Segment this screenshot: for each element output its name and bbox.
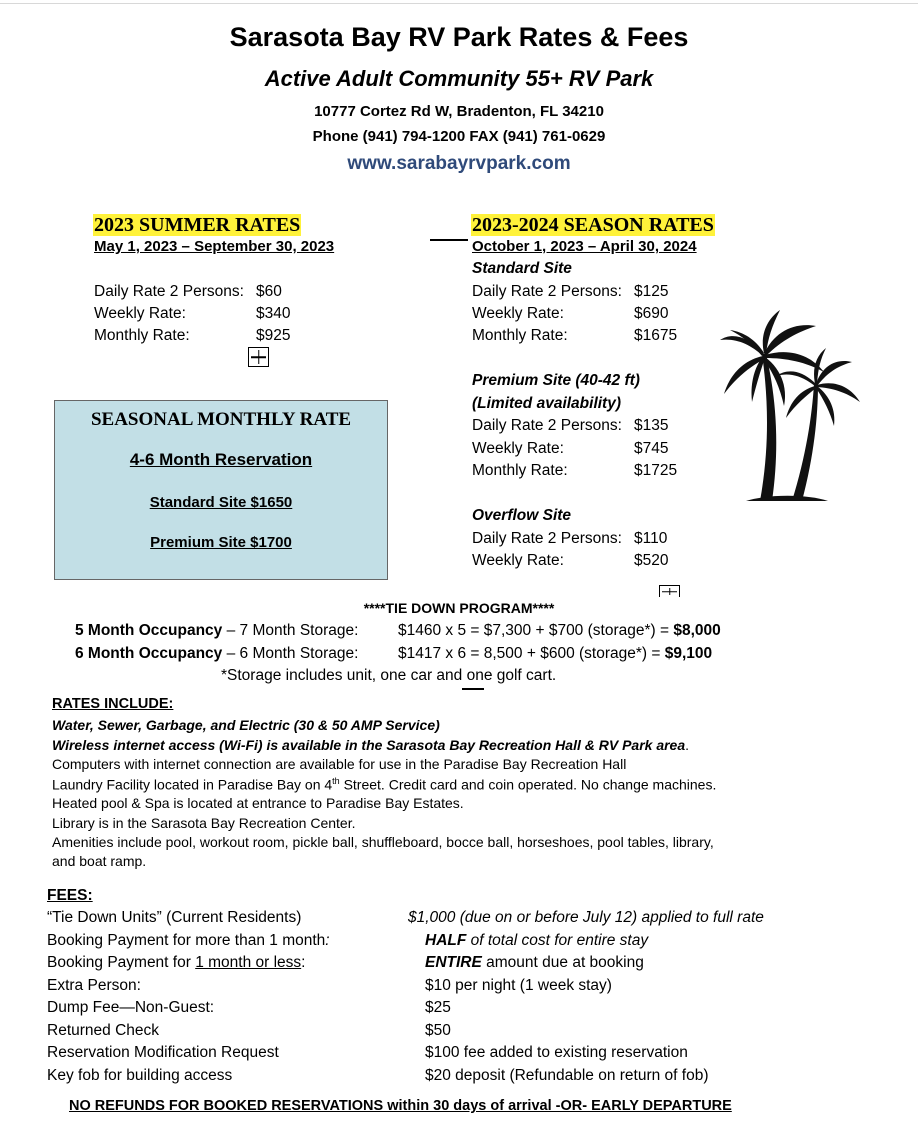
standard-daily-label: Daily Rate 2 Persons:	[472, 283, 622, 300]
overflow-weekly-value: $520	[634, 552, 669, 569]
seasonal-premium: Premium Site $1700	[150, 534, 292, 551]
seasonal-monthly-rate-box	[54, 400, 388, 580]
premium-daily-label: Daily Rate 2 Persons:	[472, 417, 622, 434]
standard-site-title: Standard Site	[472, 260, 572, 277]
overflow-daily-value: $110	[634, 530, 668, 547]
tie-down-heading: ****TIE DOWN PROGRAM****	[363, 600, 555, 616]
premium-monthly-label: Monthly Rate:	[472, 462, 568, 479]
table-handle-icon[interactable]	[659, 585, 680, 597]
page-subtitle: Active Adult Community 55+ RV Park	[264, 66, 654, 91]
top-divider	[0, 3, 918, 4]
season-heading: 2023-2024 SEASON RATES	[472, 214, 714, 236]
season-dates: October 1, 2023 – April 30, 2024	[472, 238, 697, 255]
website-link[interactable]: www.sarabayrvpark.com	[347, 153, 571, 174]
standard-weekly-value: $690	[634, 305, 669, 322]
fee-booking-less-value: ENTIRE amount due at booking	[425, 954, 644, 971]
fee-tie-down-value: $1,000 (due on or before July 12) applied to full rate	[408, 909, 764, 926]
summer-monthly-value: $925	[256, 327, 291, 344]
overflow-weekly-label: Weekly Rate:	[472, 552, 564, 569]
seasonal-standard: Standard Site $1650	[149, 494, 293, 511]
fee-dump-label: Dump Fee—Non-Guest:	[47, 999, 215, 1016]
premium-monthly-value: $1725	[634, 462, 678, 479]
fee-extra-person-label: Extra Person:	[47, 977, 141, 994]
rates-include-pool: Heated pool & Spa is located at entrance to Paradise Bay Estates.	[52, 795, 464, 811]
seasonal-title: SEASONAL MONTHLY RATE	[90, 409, 352, 430]
tie-down-row-2-label: 6 Month Occupancy – 6 Month Storage:	[75, 645, 359, 662]
rates-include-utilities: Water, Sewer, Garbage, and Electric (30 & 50 AMP Service)	[52, 717, 440, 733]
fee-booking-more-value: HALF of total cost for entire stay	[425, 932, 649, 949]
standard-daily-value: $125	[634, 283, 669, 300]
phone-fax: Phone (941) 794-1200 FAX (941) 761-0629	[312, 128, 606, 145]
summer-daily-label: Daily Rate 2 Persons:	[94, 283, 244, 300]
summer-dates: May 1, 2023 – September 30, 2023	[94, 238, 335, 255]
rates-include-library: Library is in the Sarasota Bay Recreation Center.	[52, 815, 356, 831]
fee-key-fob-label: Key fob for building access	[47, 1067, 233, 1084]
rates-include-computers: Computers with internet connection are available for use in the Paradise Bay Recreation Hall	[52, 756, 627, 772]
summer-daily-value: $60	[256, 283, 282, 300]
address: 10777 Cortez Rd W, Bradenton, FL 34210	[314, 103, 604, 120]
rates-include-amenities-cont: and boat ramp.	[52, 853, 147, 869]
premium-weekly-value: $745	[634, 440, 669, 457]
fee-key-fob-value: $20 deposit (Refundable on return of fob)	[425, 1067, 709, 1084]
fee-modification-label: Reservation Modification Request	[47, 1044, 279, 1061]
seasonal-reservation: 4-6 Month Reservation	[129, 450, 313, 469]
storage-note: *Storage includes unit, one car and one golf cart.	[221, 667, 557, 684]
summer-weekly-label: Weekly Rate:	[94, 305, 186, 322]
premium-weekly-label: Weekly Rate:	[472, 440, 564, 457]
standard-monthly-label: Monthly Rate:	[472, 327, 568, 344]
small-dash	[462, 688, 484, 690]
premium-daily-value: $135	[634, 417, 669, 434]
fee-booking-less-label: Booking Payment for 1 month or less:	[47, 954, 306, 971]
no-refunds-notice: NO REFUNDS FOR BOOKED RESERVATIONS within 30 days of arrival -OR- EARLY DEPARTURE	[69, 1098, 732, 1114]
tie-down-row-1-label: 5 Month Occupancy – 7 Month Storage:	[75, 622, 359, 639]
fee-returned-check-label: Returned Check	[47, 1022, 160, 1039]
overflow-daily-label: Daily Rate 2 Persons:	[472, 530, 622, 547]
table-move-handle-icon[interactable]	[248, 347, 269, 367]
rates-include-laundry: Laundry Facility located in Paradise Bay on 4th Street. Credit card and coin operated. No change machines.	[52, 776, 717, 793]
column-divider-dash	[430, 239, 468, 241]
fee-modification-value: $100 fee added to existing reservation	[425, 1044, 688, 1061]
premium-site-subtitle: (Limited availability)	[472, 395, 622, 412]
standard-weekly-label: Weekly Rate:	[472, 305, 564, 322]
fee-dump-value: $25	[425, 999, 451, 1016]
summer-weekly-value: $340	[256, 305, 291, 322]
rates-include-wifi: Wireless internet access (Wi-Fi) is available in the Sarasota Bay Recreation Hall & RV Park area.	[52, 737, 690, 753]
standard-monthly-value: $1675	[634, 327, 678, 344]
rates-include-heading: RATES INCLUDE:	[52, 696, 174, 712]
summer-heading: 2023 SUMMER RATES	[94, 214, 301, 236]
fee-booking-more-label: Booking Payment for more than 1 month:	[47, 932, 330, 949]
tie-down-row-1-calc: $1460 x 5 = $7,300 + $700 (storage*) = $8,000	[398, 622, 721, 639]
palm-trees-icon	[718, 306, 868, 506]
tie-down-row-2-calc: $1417 x 6 = 8,500 + $600 (storage*) = $9,100	[398, 645, 713, 662]
page-title: Sarasota Bay RV Park Rates & Fees	[229, 22, 689, 52]
fees-heading: FEES:	[47, 887, 93, 904]
overflow-site-title: Overflow Site	[472, 507, 572, 524]
fee-tie-down-label: “Tie Down Units” (Current Residents)	[47, 909, 302, 926]
premium-site-title: Premium Site (40-42 ft)	[472, 372, 640, 389]
summer-monthly-label: Monthly Rate:	[94, 327, 190, 344]
fee-extra-person-value: $10 per night (1 week stay)	[425, 977, 612, 994]
fee-returned-check-value: $50	[425, 1022, 451, 1039]
rates-include-amenities: Amenities include pool, workout room, pickle ball, shuffleboard, bocce ball, horseshoes, pool tables, library,	[52, 834, 714, 850]
